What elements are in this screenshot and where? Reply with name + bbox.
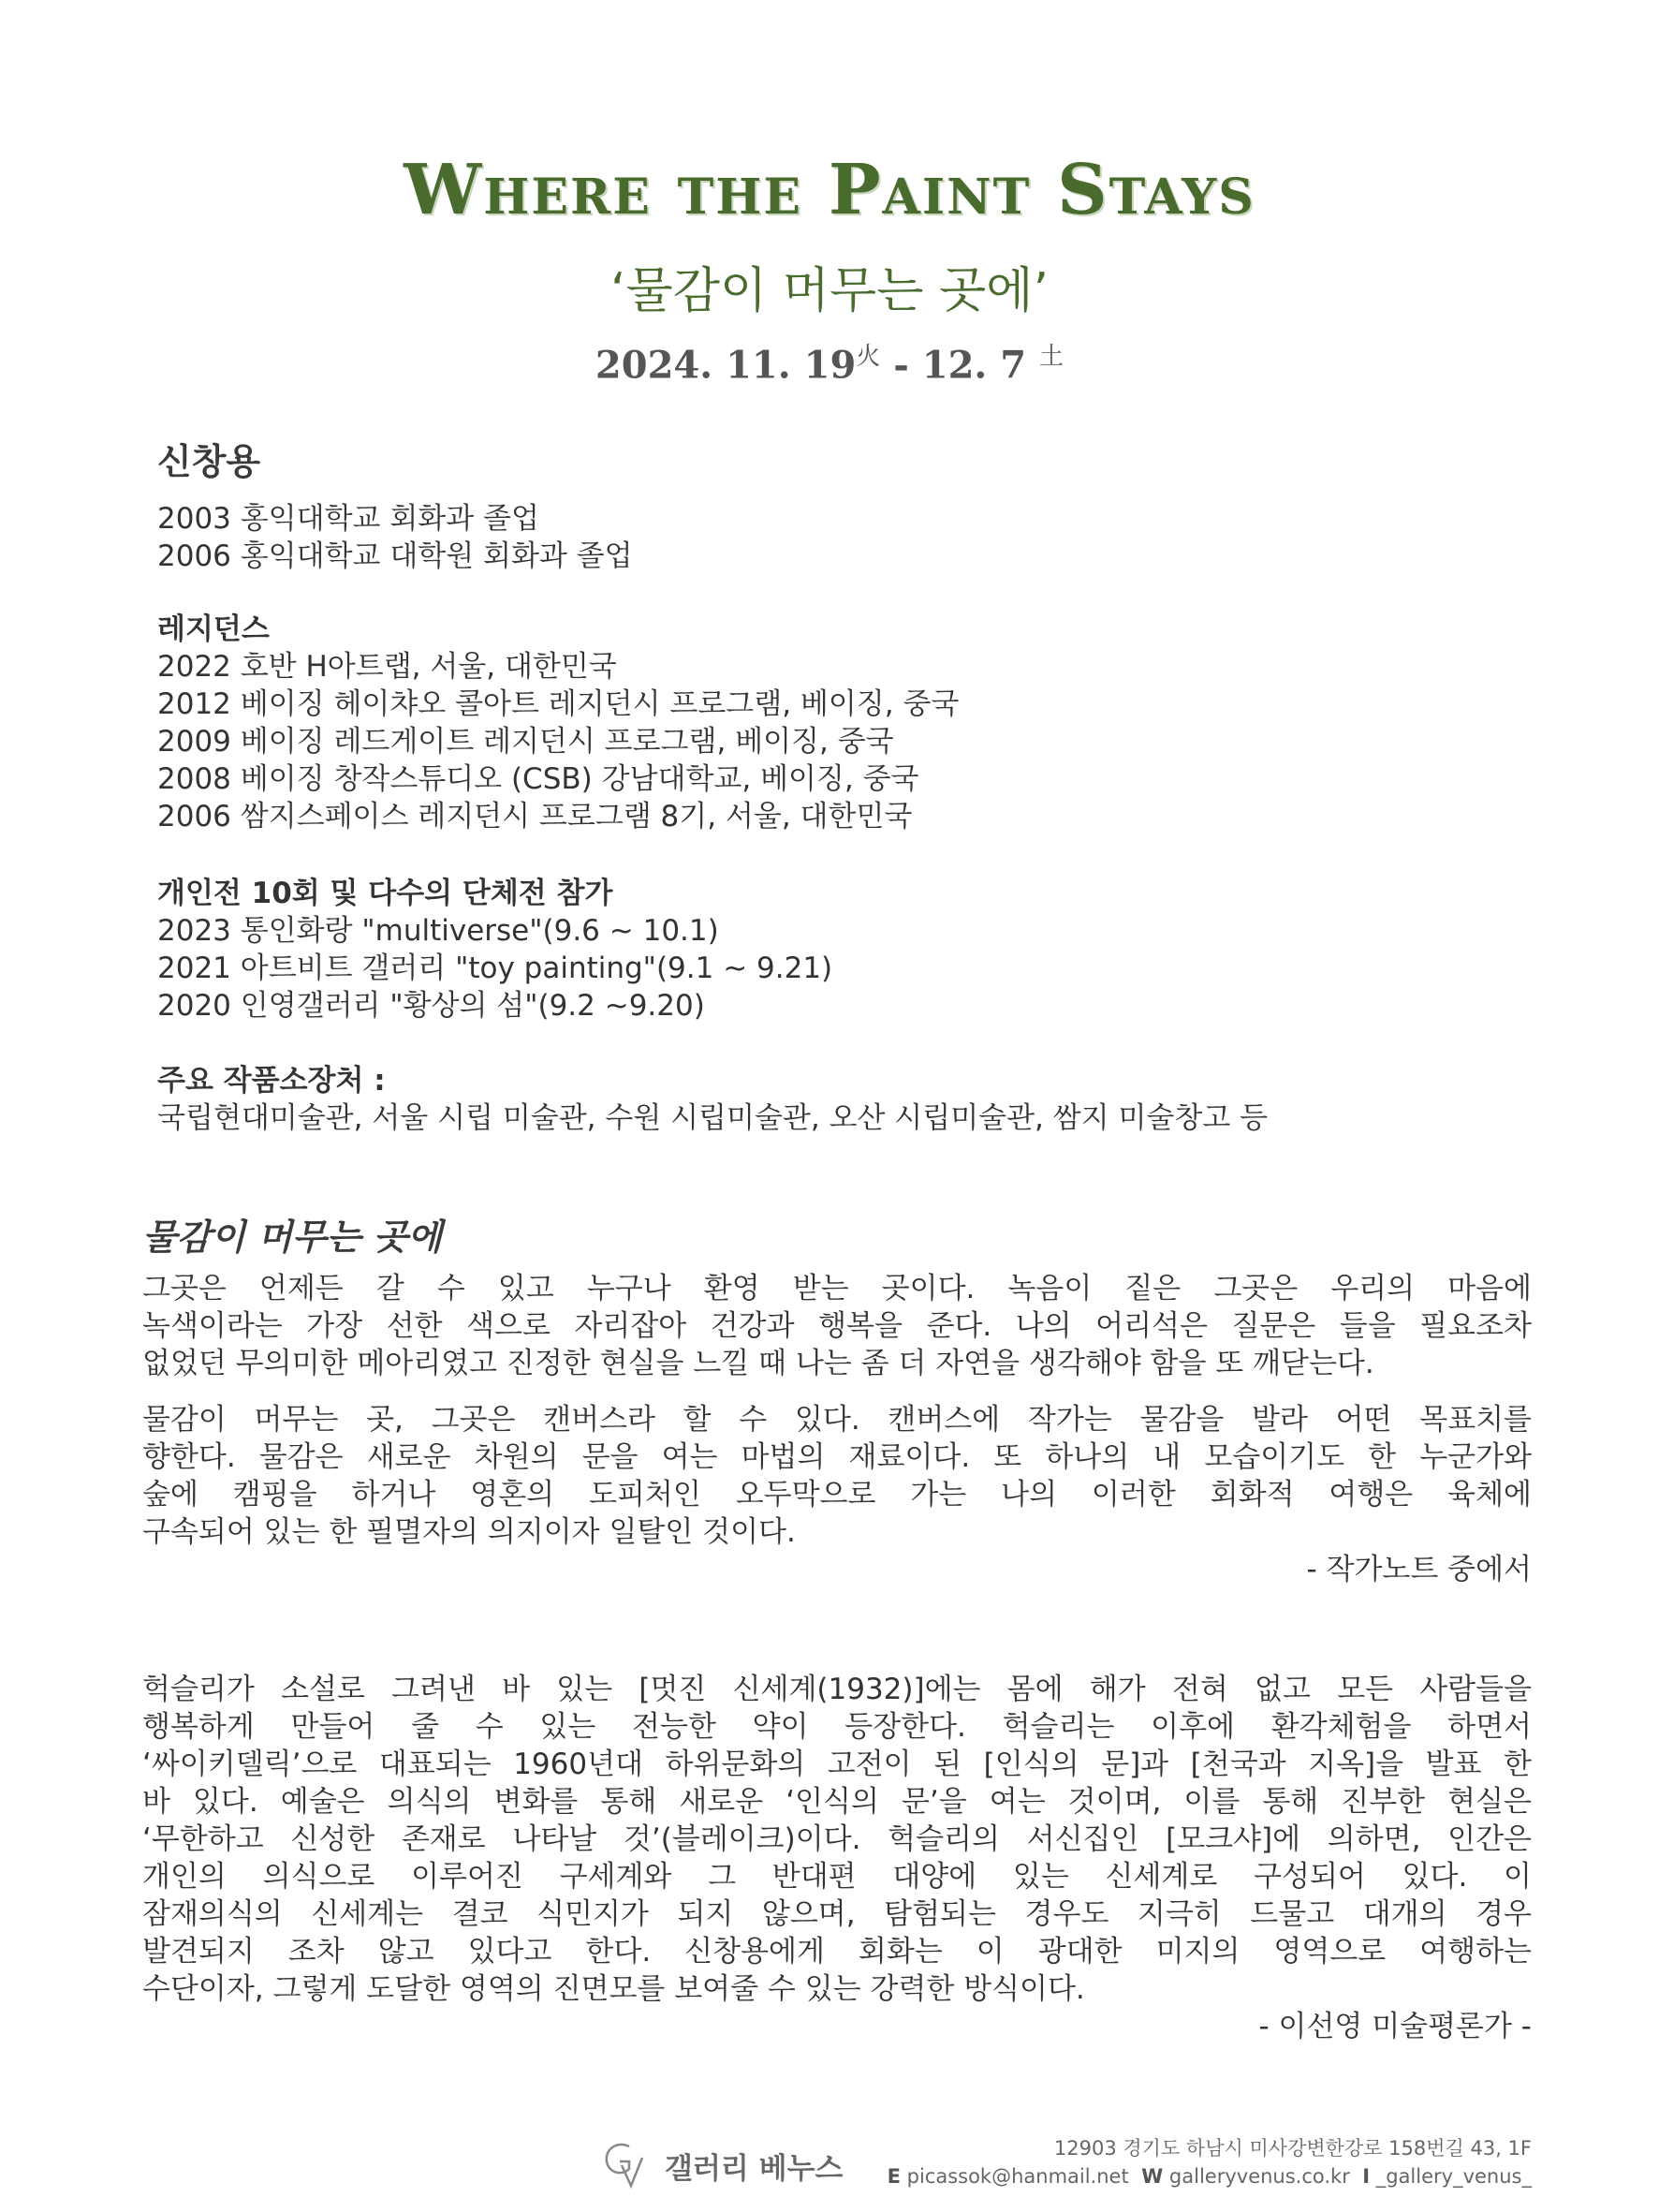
date-end-day: 土 xyxy=(1039,343,1064,371)
paragraph-line: 물감이 머무는 곳, 그곳은 캔버스라 할 수 있다. 캔버스에 작가는 물감을 발라 어떤 목표치를 xyxy=(142,1403,1532,1437)
exhibition-item: 2021 아트비트 갤러리 "toy painting"(9.1 ~ 9.21) xyxy=(157,951,833,985)
paragraph-line: 개인의 의식으로 이루어진 구세계와 그 반대편 대양에 있는 신세계로 구성되어 있다. 이 xyxy=(142,1860,1532,1894)
email-address[interactable]: picassok@hanmail.net xyxy=(906,2165,1129,2188)
paragraph-line: 숲에 캠핑을 하거나 영혼의 도피처인 오두막으로 가는 나의 이러한 회화적 여행은 육체에 xyxy=(142,1478,1532,1512)
education-list xyxy=(157,500,633,575)
paragraph-line: 잠재의식의 신세계는 결코 식민지가 되지 않으며, 탐험되는 경우도 지극히 드물고 대개의 경우 xyxy=(142,1897,1532,1931)
paragraph-line: 발견되지 조차 않고 있다고 한다. 신창용에게 회화는 이 광대한 미지의 영역으로 여행하는 xyxy=(142,1935,1532,1969)
paragraph-line: 바 있다. 예술은 의식의 변화를 통해 새로운 ‘인식의 문’을 여는 것이며, 이를 통해 진부한 현실은 xyxy=(142,1785,1532,1819)
instagram-label: I xyxy=(1362,2165,1371,2188)
collection-section xyxy=(157,1062,1268,1137)
date-separator: - xyxy=(880,343,922,388)
residency-item: 2008 베이징 창작스튜디오 (CSB) 강남대학교, 베이징, 중국 xyxy=(157,762,919,796)
gv-logo-icon xyxy=(601,2137,646,2190)
essay-title: 물감이 머무는 곳에 xyxy=(142,1217,443,1258)
artist-name: 신창용 xyxy=(157,441,261,482)
exhibition-subtitle: ‘물감이 머무는 곳에’ xyxy=(610,263,1049,319)
critic-credit: - 이선영 미술평론가 - xyxy=(1258,2010,1532,2043)
paragraph-line: 행복하게 만들어 줄 수 있는 전능한 약이 등장한다. 헉슬리는 이후에 환각체험을 하면서 xyxy=(142,1710,1532,1744)
residency-item: 2009 베이징 레드게이트 레지던시 프로그램, 베이징, 중국 xyxy=(157,725,894,759)
exhibition-title: Where the Paint Stays xyxy=(404,150,1255,230)
paragraph-line: ‘무한하고 신성한 존재로 나타날 것’(블레이크)이다. 헉슬리의 서신집인 [모크샤]에 의하면, 인간은 xyxy=(142,1822,1532,1856)
date-end: 12. 7 xyxy=(921,343,1027,388)
residency-item: 2012 베이징 헤이챠오 콜아트 레지던시 프로그램, 베이징, 중국 xyxy=(157,687,960,721)
education-item: 2003 홍익대학교 회화과 졸업 xyxy=(157,502,539,536)
exhibition-heading: 개인전 10회 및 다수의 단체전 참가 xyxy=(157,877,613,910)
paragraph-line: 없었던 무의미한 메아리였고 진정한 현실을 느낄 때 나는 좀 더 자연을 생각해야 함을 또 깨닫는다. xyxy=(142,1347,1374,1380)
paragraph-line: 그곳은 언제든 갈 수 있고 누구나 환영 받는 곳이다. 녹음이 짙은 그곳은 우리의 마음에 xyxy=(142,1272,1532,1305)
email-label: E xyxy=(887,2165,901,2188)
paragraph-line: 향한다. 물감은 새로운 차원의 문을 여는 마법의 재료이다. 또 하나의 내 모습이기도 한 누군가와 xyxy=(142,1440,1532,1474)
web-label: W xyxy=(1141,2165,1164,2188)
gallery-name: 갤러리 베누스 xyxy=(665,2152,844,2186)
exhibition-item: 2020 인영갤러리 "황상의 섬"(9.2 ~9.20) xyxy=(157,989,705,1023)
website-link[interactable]: galleryvenus.co.kr xyxy=(1168,2165,1350,2188)
date-start: 2024. 11. 19 xyxy=(595,343,857,388)
paragraph-line: 구속되어 있는 한 필멸자의 의지이자 일탈인 것이다. xyxy=(142,1515,796,1549)
date-start-day: 火 xyxy=(856,343,881,371)
essay-paragraph-2 xyxy=(142,1401,1532,1551)
paragraph-line: 헉슬리가 소설로 그려낸 바 있는 [멋진 신세계(1932)]에는 몸에 해가 전혀 없고 모든 사람들을 xyxy=(142,1673,1532,1706)
residency-item: 2006 쌈지스페이스 레지던시 프로그램 8기, 서울, 대한민국 xyxy=(157,800,913,833)
residency-section xyxy=(157,611,959,835)
essay-paragraph-1 xyxy=(142,1270,1532,1382)
paragraph-line: 녹색이라는 가장 선한 색으로 자리잡아 건강과 행복을 준다. 나의 어리석은 질문은 들을 필요조차 xyxy=(142,1309,1532,1343)
residency-item: 2022 호반 H아트랩, 서울, 대한민국 xyxy=(157,650,617,684)
exhibition-section xyxy=(157,875,832,1025)
education-item: 2006 홍익대학교 대학원 회화과 졸업 xyxy=(157,539,633,573)
exhibition-item: 2023 통인화랑 "multiverse"(9.6 ~ 10.1) xyxy=(157,914,719,948)
collection-list: 국립현대미술관, 서울 시립 미술관, 수원 시립미술관, 오산 시립미술관, 쌈지 미술창고 등 xyxy=(157,1101,1269,1135)
paragraph-line: ‘싸이키델릭’으로 대표되는 1960년대 하위문화의 고전이 된 [인식의 문]과 [천국과 지옥]을 발표 한 xyxy=(142,1747,1532,1781)
paragraph-line: 수단이자, 그렇게 도달한 영역의 진면모를 보여줄 수 있는 강력한 방식이다. xyxy=(142,1972,1085,2006)
gallery-address: 12903 경기도 하남시 미사강변한강로 158번길 43, 1F xyxy=(1053,2137,1532,2160)
residency-heading: 레지던스 xyxy=(157,612,270,646)
essay-paragraph-3 xyxy=(142,1671,1532,2008)
instagram-handle[interactable]: _gallery_venus_ xyxy=(1375,2165,1532,2188)
collection-heading: 주요 작품소장처 : xyxy=(157,1064,386,1098)
exhibition-dates xyxy=(0,337,1659,387)
gallery-contact xyxy=(888,2165,1532,2188)
artist-note-credit: - 작가노트 중에서 xyxy=(1306,1553,1532,1586)
